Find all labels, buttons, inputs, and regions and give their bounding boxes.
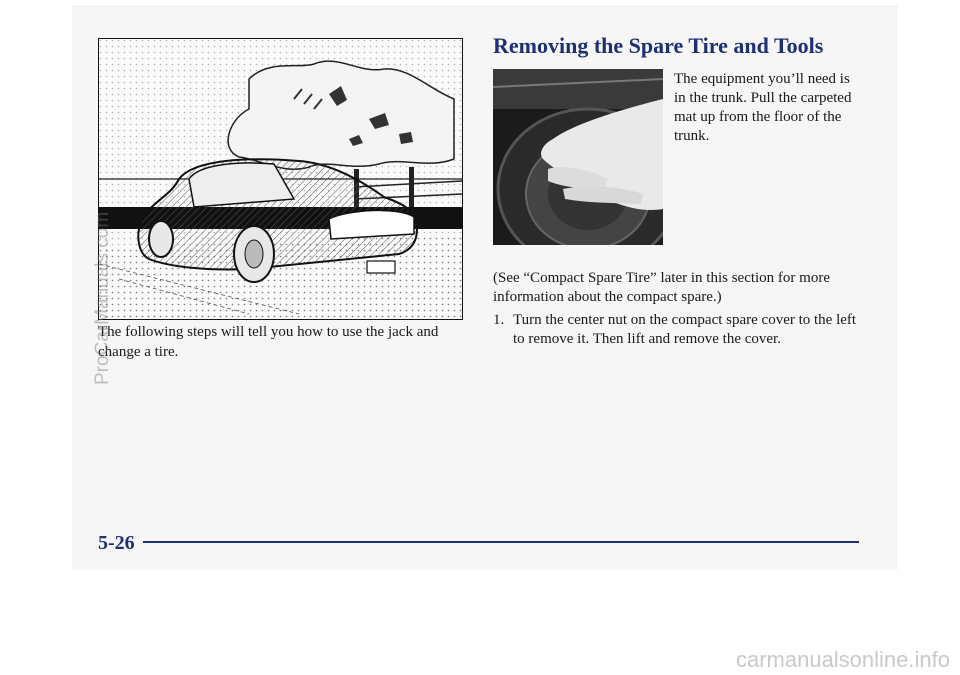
jack-steps-caption: The following steps will tell you how to use the jack and change a tire. xyxy=(98,324,439,360)
step-text: Turn the center nut on the compact spare cover to the left to remove it. Then lift and remove the cover. xyxy=(513,312,857,347)
car-illustration xyxy=(98,38,463,320)
trunk-instructions: The equipment you’ll need is in the trunk. Pull the carpeted mat up from the floor of the trunk. xyxy=(674,71,852,144)
watermark-bottom: carmanualsonline.info xyxy=(735,647,950,672)
step-1 xyxy=(493,311,863,349)
watermark-left: ProCarManuals.com xyxy=(92,211,113,385)
trunk-mat-photo xyxy=(493,69,663,245)
footer-rule xyxy=(143,541,859,543)
section-title: Removing the Spare Tire and Tools xyxy=(493,33,824,58)
compact-spare-reference-note: (See “Compact Spare Tire” later in this section for more information about the compact spare.) xyxy=(493,270,830,305)
step-number: 1. xyxy=(493,312,505,328)
page-number: 5-26 xyxy=(98,532,135,554)
